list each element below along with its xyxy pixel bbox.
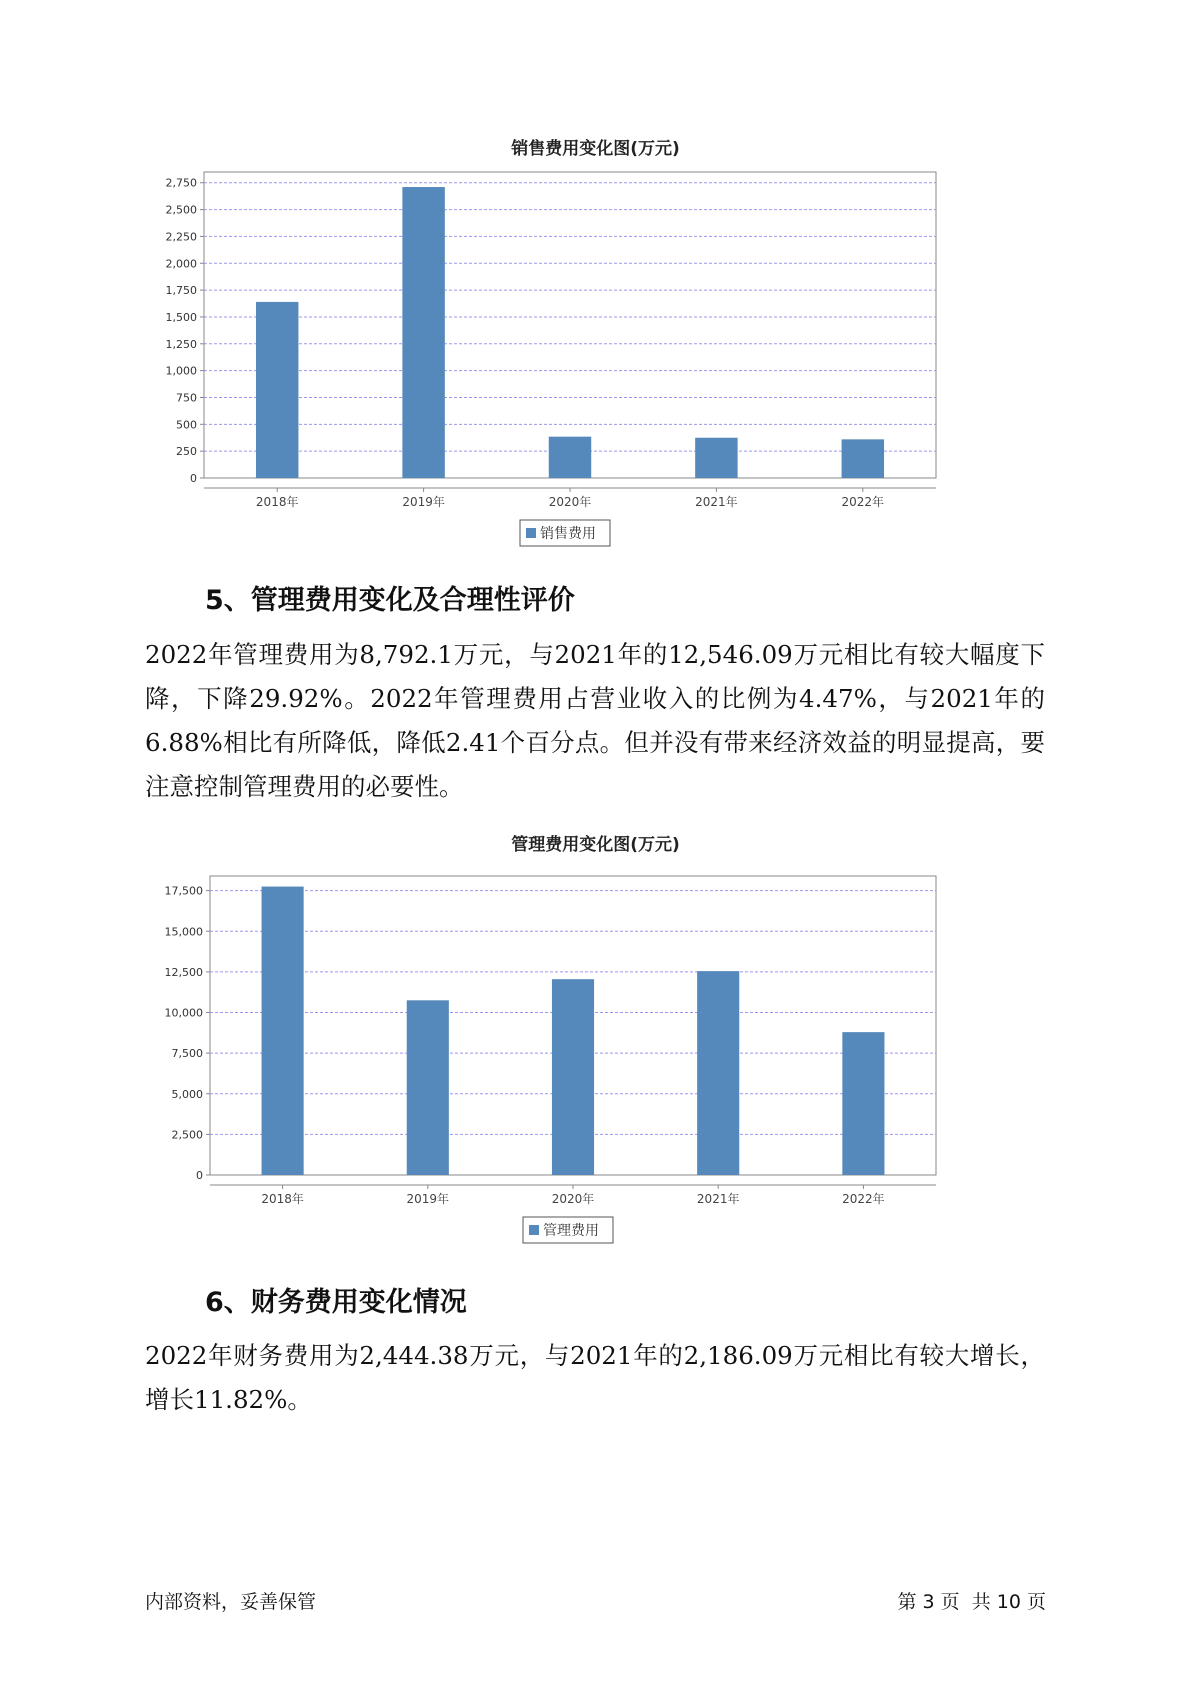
- bar-2021年: [697, 971, 739, 1175]
- bar-2018年: [262, 887, 304, 1175]
- x-tick-label: 2018年: [255, 495, 299, 509]
- y-tick-label: 2,750: [165, 176, 197, 190]
- y-tick-label: 15,000: [164, 925, 203, 939]
- bar-2022年: [842, 1032, 884, 1175]
- y-tick-label: 12,500: [164, 965, 203, 979]
- x-tick-label: 2021年: [696, 1192, 740, 1206]
- y-tick-label: 1,000: [165, 364, 197, 378]
- footer-page-number: 第 3 页 共 10 页: [897, 1591, 1046, 1613]
- y-tick-label: 2,500: [165, 203, 197, 217]
- x-tick-label: 2021年: [695, 495, 738, 509]
- section-6-heading: 6、财务费用变化情况: [205, 1287, 467, 1318]
- bar-2020年: [552, 979, 594, 1175]
- y-tick-label: 17,500: [164, 884, 203, 898]
- y-tick-label: 0: [190, 472, 197, 485]
- y-tick-label: 0: [196, 1169, 203, 1182]
- legend-swatch: [526, 528, 536, 538]
- footer-confidential-note: 内部资料，妥善保管: [145, 1591, 317, 1613]
- bar-2018年: [256, 302, 298, 478]
- chart-title-sales-expense: 销售费用变化图(万元): [511, 139, 680, 159]
- x-tick-label: 2022年: [841, 495, 885, 509]
- admin-expense-chart: [0, 856, 1191, 1256]
- x-tick-label: 2018年: [261, 1192, 304, 1206]
- legend-label: 销售费用: [540, 526, 596, 542]
- x-tick-label: 2019年: [406, 1192, 450, 1206]
- y-tick-label: 750: [176, 391, 197, 405]
- y-tick-label: 10,000: [164, 1006, 203, 1020]
- plot-area: [204, 172, 936, 478]
- x-tick-label: 2022年: [842, 1192, 885, 1206]
- bar-2020年: [549, 437, 591, 478]
- y-tick-label: 1,500: [165, 310, 197, 324]
- y-tick-label: 2,000: [165, 257, 197, 271]
- y-tick-label: 2,500: [171, 1128, 203, 1142]
- section-6-paragraph: 2022年财务费用为2,444.38万元，与2021年的2,186.09万元相比有较大增长，增长11.82%。: [145, 1341, 1045, 1414]
- y-tick-label: 250: [176, 445, 197, 459]
- bar-2022年: [842, 439, 884, 478]
- y-tick-label: 5,000: [171, 1087, 203, 1101]
- chart-title-admin-expense: 管理费用变化图(万元): [511, 835, 680, 855]
- bar-2019年: [402, 187, 444, 478]
- x-tick-label: 2020年: [551, 1192, 595, 1206]
- x-tick-label: 2019年: [402, 495, 445, 509]
- y-tick-label: 7,500: [171, 1047, 203, 1061]
- y-tick-label: 2,250: [165, 230, 197, 244]
- sales-expense-chart: [0, 160, 1191, 560]
- y-tick-label: 1,750: [165, 284, 197, 298]
- section-5-paragraph: 2022年管理费用为8,792.1万元，与2021年的12,546.09万元相比有较大幅度下降，下降29.92%。2022年管理费用占营业收入的比例为4.47%，与2021年的6.88%相比有所降低，降低2.41个百分点。但并没有带来经济效益的明显提高，要注意控制管理费用的必要性。: [145, 640, 1045, 801]
- bar-2019年: [407, 1000, 449, 1175]
- legend-label: 管理费用: [543, 1223, 599, 1239]
- section-5-heading: 5、管理费用变化及合理性评价: [205, 585, 575, 616]
- y-tick-label: 500: [176, 418, 197, 432]
- x-tick-label: 2020年: [548, 495, 592, 509]
- y-tick-label: 1,250: [165, 337, 197, 351]
- legend-swatch: [529, 1225, 539, 1235]
- bar-2021年: [695, 438, 737, 478]
